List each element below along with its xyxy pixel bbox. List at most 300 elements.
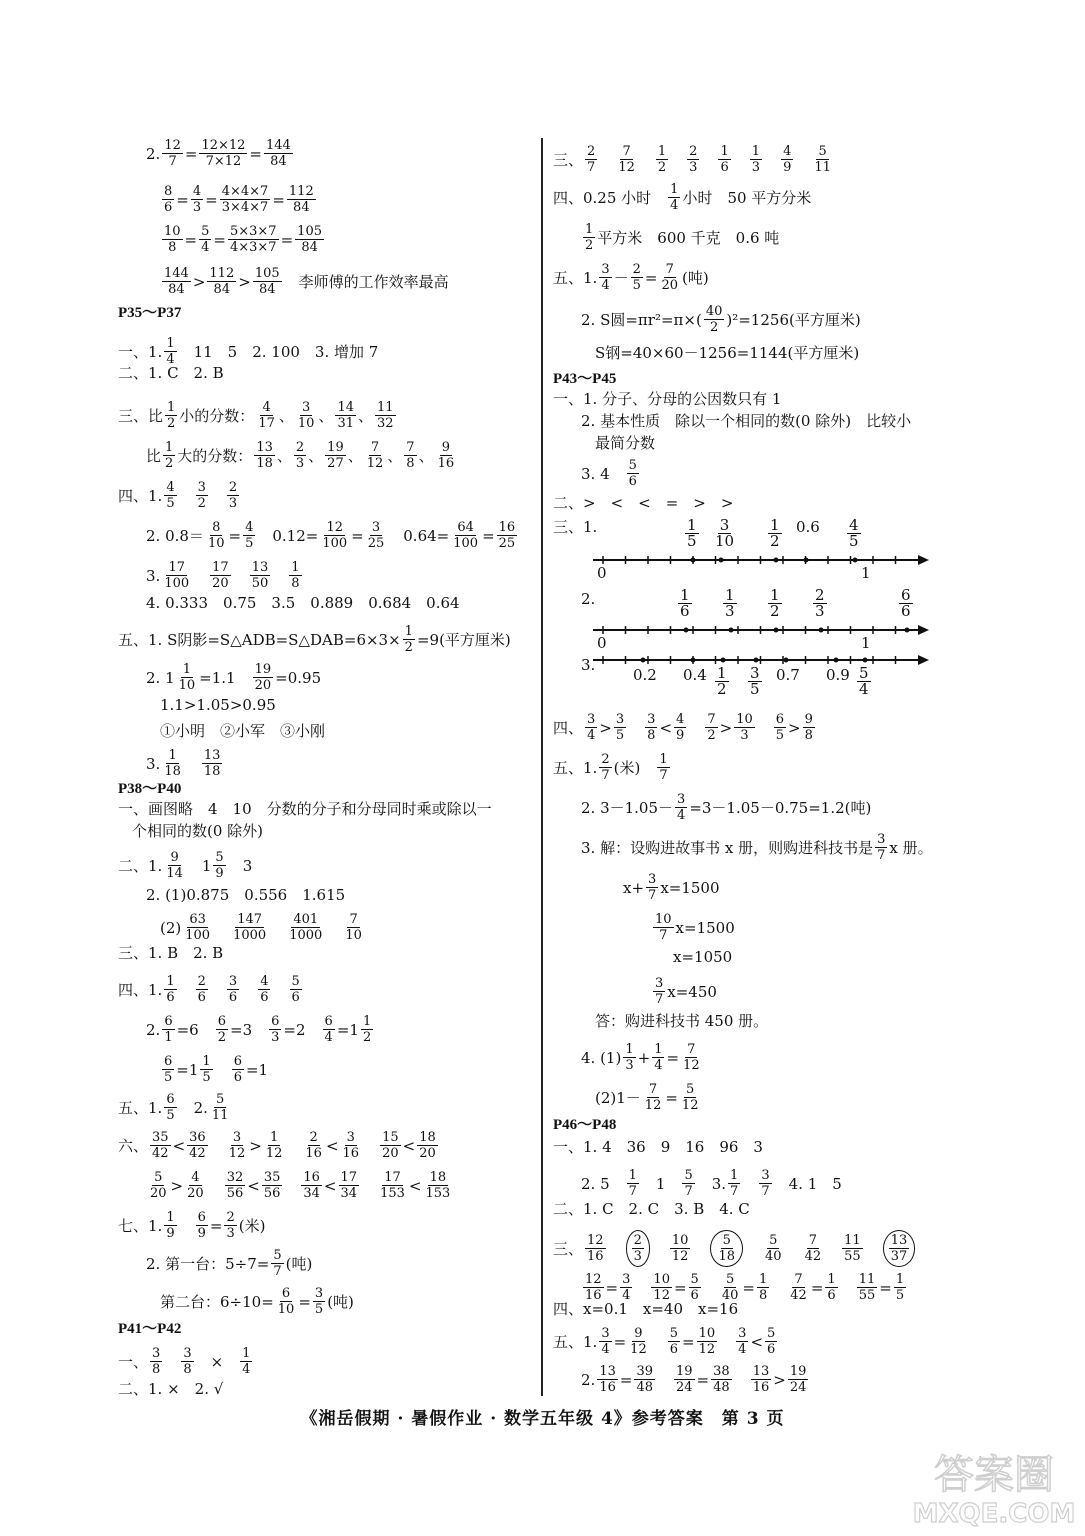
fraction: [803, 1233, 824, 1264]
fraction: [616, 144, 637, 175]
denominator: 84: [258, 282, 276, 297]
axis-arrow: [918, 655, 929, 665]
denominator: 3×4×7: [221, 200, 269, 215]
answer-text: =2: [283, 1020, 321, 1039]
answer-text: [670, 151, 685, 169]
fraction: [335, 400, 356, 431]
denominator: 3: [228, 496, 238, 511]
answer-text: [208, 1177, 223, 1195]
denominator: 34: [340, 1186, 358, 1201]
answer-text: 三、: [553, 150, 584, 169]
denominator: 3: [192, 200, 202, 215]
point-marker: [719, 558, 724, 563]
numerator: 5: [684, 1168, 693, 1183]
section-heading: [118, 1320, 181, 1338]
fraction: [196, 1210, 208, 1241]
answer-text: [214, 919, 229, 937]
denominator: 6: [680, 602, 690, 620]
fraction: [148, 1170, 169, 1201]
denominator: 7: [648, 888, 657, 903]
numerator: 3: [197, 480, 206, 495]
denominator: 42: [804, 1249, 822, 1264]
denominator: 2: [217, 1030, 226, 1045]
numerator: 1: [687, 516, 697, 534]
answer-text: =1.1: [199, 668, 251, 687]
answer-text: [719, 1333, 734, 1351]
fraction: [423, 1170, 452, 1201]
fraction: [631, 262, 643, 293]
answer-text: P43～P45: [553, 371, 617, 387]
answer-text: +: [637, 1048, 651, 1067]
answer-line: [595, 434, 655, 452]
answer-text: P38～P40: [118, 781, 182, 797]
numerator: 147: [237, 912, 263, 927]
numerator: 11: [377, 400, 394, 415]
denominator: 12: [228, 1146, 246, 1161]
answer-text: <: [247, 1176, 260, 1195]
denominator: 55: [858, 1288, 876, 1303]
fraction: [181, 1346, 193, 1377]
answer-line: [595, 1012, 768, 1030]
fraction: [842, 1233, 863, 1264]
fraction: [254, 440, 275, 471]
answer-text: =: [209, 1216, 223, 1235]
fraction: [652, 1042, 664, 1073]
numerator: 9: [804, 712, 813, 727]
fraction: [150, 1130, 171, 1161]
denominator: 12: [683, 1058, 700, 1073]
circled-fraction: [710, 1230, 743, 1267]
answer-text: 、: [308, 446, 324, 465]
fraction: [403, 624, 415, 655]
denominator: 25: [498, 536, 516, 551]
fraction: [199, 224, 211, 255]
numerator: 7: [349, 912, 358, 927]
number-line: [593, 514, 933, 582]
fraction: [720, 1272, 741, 1303]
answer-line: [160, 912, 366, 943]
denominator: 6: [720, 160, 729, 175]
answer-text: >: [170, 1176, 184, 1195]
answer-text: 李师傅的工作效率最高: [283, 272, 449, 291]
answer-line: [553, 1138, 763, 1156]
numerator: 64: [457, 520, 474, 535]
denominator: 6: [260, 990, 269, 1005]
answer-text: 六、: [118, 1136, 149, 1155]
denominator: 4: [670, 198, 679, 213]
numerator: 2: [228, 480, 238, 495]
denominator: 2: [709, 320, 719, 335]
fraction: [199, 138, 247, 169]
fraction: [271, 1248, 283, 1279]
answer-text: =: [184, 230, 198, 249]
denominator: 50: [251, 576, 269, 591]
answer-text: =: [644, 268, 658, 287]
denominator: 153: [380, 1186, 405, 1201]
denominator: 17: [258, 416, 275, 431]
answer-text: =: [228, 526, 242, 545]
fraction: [289, 560, 301, 591]
numerator: 5×3×7: [229, 224, 277, 239]
fraction: [847, 518, 861, 549]
answer-text: [734, 1371, 749, 1389]
answer-text: [746, 1240, 761, 1258]
fraction: [341, 1130, 362, 1161]
fraction: [150, 1346, 162, 1377]
denominator: 5: [849, 532, 859, 550]
answer-text: [795, 151, 810, 169]
denominator: 3: [295, 456, 305, 471]
denominator: 55: [844, 1249, 861, 1264]
fraction: [164, 1092, 176, 1123]
answer-line: [118, 800, 492, 818]
denominator: 5: [164, 1070, 173, 1085]
fraction: [451, 520, 480, 551]
answer-text: >: [238, 272, 251, 291]
denominator: 6: [228, 990, 238, 1005]
denominator: 3: [689, 160, 698, 175]
fraction: [670, 1233, 691, 1264]
answer-text: =: [298, 1292, 311, 1311]
answer-text: 2. 3－1.05－: [581, 798, 674, 817]
fraction: [227, 1130, 248, 1161]
answer-text: =6: [176, 1020, 214, 1039]
fraction: [191, 184, 203, 215]
watermark-url: MXQE.COM: [912, 1499, 1076, 1529]
answer-text: =: [665, 1088, 678, 1107]
denominator: 40: [765, 1249, 782, 1264]
denominator: 5: [245, 536, 254, 551]
denominator: 100: [322, 536, 348, 551]
numerator: 4: [260, 974, 269, 989]
denominator: 16: [305, 1146, 322, 1161]
answer-line: [581, 792, 871, 823]
answer-text: 1: [186, 856, 212, 875]
answer-text: =: [666, 1048, 680, 1067]
answer-text: [326, 919, 341, 937]
numerator: 6: [164, 1054, 173, 1069]
fraction: [253, 266, 282, 297]
numerator: 10: [653, 1272, 670, 1287]
watermark-logo: [909, 1442, 1079, 1532]
numerator: 1: [202, 1054, 211, 1069]
numerator: 3: [346, 1130, 355, 1145]
denominator: 3: [725, 602, 735, 620]
answer-text: =: [482, 526, 495, 545]
numerator: 4: [191, 1170, 200, 1185]
answer-line: [160, 1286, 354, 1317]
answer-text: 2. 第一台：5÷7=: [146, 1254, 270, 1273]
answer-text: [701, 151, 716, 169]
numerator: 1: [628, 1168, 637, 1183]
numerator: 5: [628, 458, 637, 473]
numerator: 2: [815, 586, 825, 604]
numerator: 4: [783, 144, 792, 159]
numerator: 17: [384, 1170, 401, 1185]
numerator: 18: [429, 1170, 447, 1185]
numerator: 7: [622, 144, 631, 159]
fraction: [404, 440, 416, 471]
point-marker: [863, 658, 868, 663]
fraction: [164, 1210, 176, 1241]
answer-text: =: [613, 1332, 627, 1351]
numerator: 3: [877, 832, 886, 847]
section-heading: [553, 370, 616, 388]
numerator: 2: [295, 440, 305, 455]
fraction: [646, 872, 658, 903]
number-line-axis: [593, 514, 933, 578]
numerator: 2: [309, 1130, 318, 1145]
fraction: [375, 400, 396, 431]
denominator: 3: [740, 728, 749, 743]
answer-line: [146, 748, 224, 779]
answer-text: 第二台：6÷10=: [160, 1292, 274, 1311]
answer-text: －: [613, 268, 629, 287]
denominator: 2: [657, 160, 667, 175]
answer-text: 3. 解：设购进故事书 x 册，则购进科技书是: [581, 838, 874, 857]
answer-text: <: [325, 1136, 339, 1155]
fraction: [258, 974, 270, 1005]
denominator: 16: [752, 1380, 770, 1395]
answer-text: 4. (1): [581, 1048, 622, 1067]
denominator: 6: [166, 990, 175, 1005]
answer-text: x=1500: [660, 878, 720, 897]
numerator: 3: [648, 872, 657, 887]
fraction: [657, 752, 669, 783]
answer-text: [634, 1279, 649, 1297]
axis-arrow: [918, 555, 929, 565]
numerator: 3: [719, 516, 730, 534]
answer-text: 2. 5: [581, 1174, 625, 1193]
denominator: 2: [717, 680, 727, 698]
fraction: [323, 1014, 335, 1045]
answer-line: [553, 390, 781, 408]
answer-line: [146, 1014, 375, 1045]
denominator: 48: [636, 1380, 653, 1395]
answer-text: =: [351, 526, 364, 545]
fraction: [264, 138, 293, 169]
numerator: 16: [303, 1170, 320, 1185]
denominator: 12: [681, 1098, 699, 1113]
answer-text: =1: [336, 1020, 359, 1039]
answer-text: <: [172, 1136, 186, 1155]
answer-text: [639, 151, 654, 169]
answer-text: >: [249, 1136, 262, 1155]
numerator: 1: [657, 144, 667, 159]
answer-text: 2. (1)0.875 0.556 1.615: [146, 886, 346, 904]
denominator: 2: [585, 238, 594, 253]
fraction: [857, 1272, 878, 1303]
point-marker: [819, 628, 824, 633]
point-marker: [853, 558, 858, 563]
numerator: 1: [362, 1014, 372, 1029]
answer-line: [651, 912, 735, 943]
denominator: 4: [677, 808, 686, 823]
fraction: [765, 1326, 777, 1357]
answer-text: (吨): [285, 1254, 313, 1273]
denominator: 10: [297, 416, 315, 431]
answer-text: P41～P42: [118, 1321, 182, 1337]
fraction: [585, 712, 597, 743]
answer-text: <: [750, 1332, 764, 1351]
fraction: [781, 144, 793, 175]
denominator: 2: [197, 496, 206, 511]
denominator: 10: [345, 928, 362, 943]
numerator: 1: [659, 752, 668, 767]
fraction: [497, 520, 518, 551]
fraction: [718, 144, 730, 175]
numerator: 3: [302, 400, 311, 415]
answer-text: 0.12=: [257, 526, 319, 545]
denominator: 6: [901, 602, 911, 620]
denominator: 100: [185, 928, 211, 943]
numerator: 11: [858, 1272, 876, 1287]
point-marker: [754, 658, 759, 663]
answer-line: [118, 364, 224, 382]
answer-text: P35～P37: [118, 305, 182, 321]
answer-text: 五、1.: [553, 268, 598, 287]
denominator: 20: [661, 278, 679, 293]
fraction: [325, 440, 346, 471]
numerator: 1: [770, 586, 780, 604]
denominator: 7: [761, 1184, 770, 1199]
answer-text: ×: [195, 1352, 239, 1371]
answer-line: [118, 1210, 265, 1241]
numerator: 5: [669, 1326, 679, 1341]
denominator: 8: [183, 1362, 192, 1377]
fraction: [659, 262, 680, 293]
numerator: 38: [713, 1364, 730, 1379]
denominator: 2: [165, 456, 174, 471]
answer-text: 比: [146, 446, 162, 465]
numerator: 3: [615, 712, 625, 727]
denominator: 20: [212, 576, 229, 591]
answer-text: 一、: [118, 1352, 149, 1371]
numerator: 10: [736, 712, 753, 727]
numerator: 1: [269, 1130, 279, 1145]
numerator: 2: [689, 144, 698, 159]
denominator: 6: [197, 990, 206, 1005]
numerator: 144: [266, 138, 291, 153]
numerator: 7: [687, 1042, 696, 1057]
answer-text: [210, 487, 225, 505]
numerator: 1: [725, 586, 735, 604]
numerator: 7: [648, 1082, 658, 1097]
point-label: 0.4: [683, 666, 707, 684]
fraction: [599, 752, 611, 783]
answer-text: [599, 151, 614, 169]
answer-text: 2.: [581, 1370, 596, 1389]
numerator: 10: [164, 224, 181, 239]
answer-text: 3.: [146, 754, 161, 773]
fraction: [213, 850, 225, 881]
fraction: [713, 518, 736, 549]
numerator: 10: [698, 1326, 716, 1341]
fraction: [210, 1092, 231, 1123]
answer-text: [628, 719, 643, 737]
numerator: 6: [233, 1054, 242, 1069]
fraction: [583, 1272, 604, 1303]
number-line-axis: [593, 584, 933, 648]
denominator: 20: [382, 1146, 399, 1161]
fraction: [216, 1014, 228, 1045]
answer-text: [757, 719, 772, 737]
numerator: 144: [164, 266, 189, 281]
numerator: 1: [404, 624, 413, 639]
point-marker: [905, 628, 910, 633]
answer-line: [595, 1082, 702, 1113]
answer-text: (2)1－: [595, 1088, 641, 1107]
point-label: 0.7: [776, 666, 800, 684]
denominator: 3: [226, 1226, 235, 1241]
numerator: 6: [271, 1014, 280, 1029]
numerator: 12: [587, 1233, 604, 1248]
denominator: 14: [166, 866, 183, 881]
denominator: 37: [890, 1249, 908, 1264]
fraction: [674, 712, 686, 743]
answer-text: 二、1. × 2. √: [118, 1380, 224, 1398]
numerator: 6: [217, 1014, 226, 1029]
fraction: [262, 1170, 283, 1201]
numerator: 5: [859, 664, 869, 682]
denominator: 7: [601, 768, 610, 783]
numerator: 3: [738, 1326, 747, 1341]
answer-text: =: [205, 190, 218, 209]
fraction: [788, 1364, 809, 1395]
answer-text: =: [176, 190, 189, 209]
answer-text: 2. 0.8＝: [146, 526, 204, 545]
numerator: 3: [750, 664, 760, 682]
fraction: [164, 480, 176, 511]
answer-text: =: [810, 1278, 824, 1297]
fraction: [889, 1233, 910, 1264]
fraction: [597, 1364, 618, 1395]
answer-text: 二、> < < = > >: [553, 494, 734, 512]
numerator: 6: [164, 1014, 173, 1029]
answer-text: [361, 1177, 376, 1195]
fraction: [177, 662, 198, 693]
answer-text: 答：购进科技书 450 册。: [595, 1012, 769, 1030]
answer-text: [233, 567, 248, 585]
fraction: [264, 1130, 285, 1161]
fraction: [227, 480, 239, 511]
fraction: [436, 440, 457, 471]
denominator: 7: [168, 154, 177, 169]
fraction: [366, 520, 387, 551]
fraction: [857, 666, 871, 697]
answer-text: 3. 4: [581, 464, 625, 483]
answer-text: 3.: [696, 1174, 727, 1193]
numerator: 2: [587, 144, 596, 159]
point-marker: [691, 558, 696, 563]
denominator: 18: [256, 456, 273, 471]
denominator: 11: [814, 160, 831, 175]
numerator: 4: [676, 712, 685, 727]
denominator: 6: [291, 990, 300, 1005]
fraction: [723, 588, 737, 619]
denominator: 7: [587, 160, 596, 175]
answer-text: [164, 1353, 179, 1371]
answer-line: [146, 560, 304, 591]
numerator: 3: [601, 262, 610, 277]
numerator: 7: [406, 440, 415, 455]
answer-line: [581, 304, 861, 335]
numerator: 3: [314, 1286, 324, 1301]
numerator: 1: [165, 440, 174, 455]
axis-zero-label: 0: [597, 634, 607, 652]
denominator: 9: [215, 866, 224, 881]
fraction: [763, 1233, 784, 1264]
